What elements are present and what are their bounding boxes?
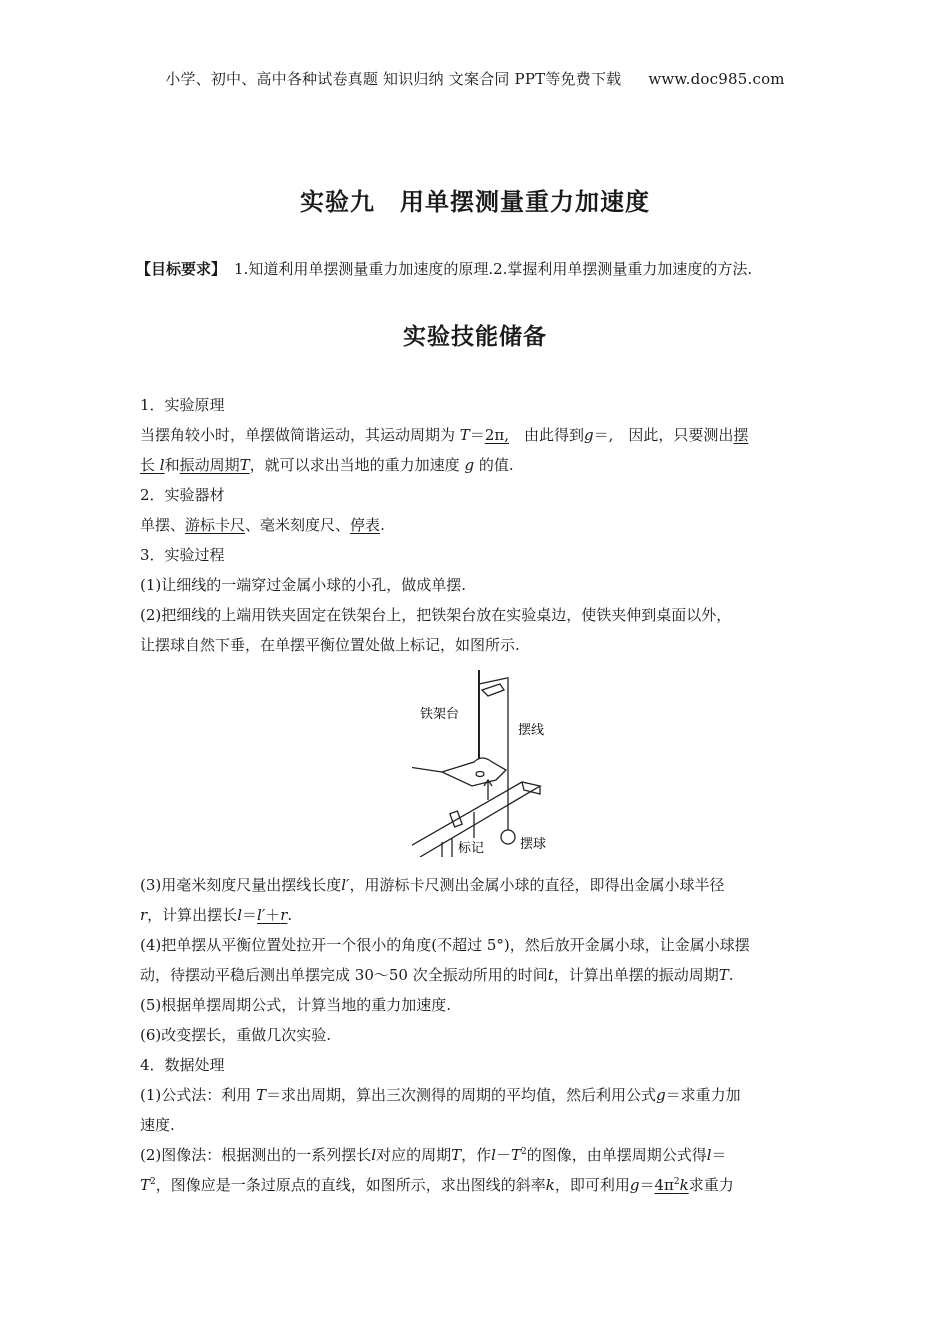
- text-run: (1)公式法：利用: [140, 1086, 257, 1104]
- text-run: .: [287, 906, 293, 924]
- symbol-T: T: [140, 1176, 151, 1194]
- symbol-l-prime: l′: [341, 876, 350, 894]
- text-run: (2)图像法：根据测出的一系列摆长: [140, 1146, 372, 1164]
- heading-equipment: 2．实验器材: [140, 486, 225, 504]
- symbol-k: k: [679, 1176, 689, 1194]
- superscript: 2: [520, 1147, 527, 1157]
- symbol-l: l: [706, 1146, 712, 1164]
- symbol-T: T: [718, 966, 729, 984]
- step-2a: (2)把细线的上端用铁夹固定在铁架台上，把铁架台放在实验桌边，使铁夹伸到桌面以外，: [140, 606, 732, 624]
- symbol-T: T: [451, 1146, 462, 1164]
- text-run: ，计算出摆长: [147, 906, 238, 924]
- text-run: 因此，只要测出: [628, 426, 734, 444]
- symbol-l: l: [371, 1146, 377, 1164]
- symbol-g: g: [464, 456, 475, 474]
- principle-paragraph: [140, 420, 812, 450]
- text-run: ，图像应是一条过原点的直线，如图所示，求出图线的斜率: [155, 1176, 546, 1194]
- text-run: 对应的周期: [376, 1146, 452, 1164]
- step-3b: [140, 900, 812, 930]
- symbol-g: g: [629, 1176, 640, 1194]
- step-4b: [140, 960, 812, 990]
- step-3a: [140, 870, 812, 900]
- heading-procedure: 3．实验过程: [140, 546, 225, 564]
- goal-tag: 【目标要求】: [136, 260, 227, 278]
- label-ball: 摆球: [520, 837, 547, 852]
- step-1: (1)让细线的一端穿过金属小球的小孔，做成单摆.: [140, 576, 467, 594]
- text-run: .: [380, 516, 385, 534]
- text-run: ＝求出周期，算出三次测得的周期的平均值，然后利用公式: [266, 1086, 657, 1104]
- text-run: 动，待摆动平稳后测出单摆完成 30～50 次全振动所用的时间: [140, 966, 548, 984]
- method-1a: [140, 1080, 812, 1110]
- method-2a: [140, 1140, 812, 1170]
- text-run: 求重力: [688, 1176, 734, 1194]
- symbol-t: t: [547, 966, 554, 984]
- formula-g: [655, 1176, 689, 1194]
- label-mark: 标记: [458, 841, 485, 856]
- text-run: ，计算出单摆的振动周期: [553, 966, 719, 984]
- text-run: ＝: [639, 1176, 655, 1194]
- page-header: [0, 68, 950, 89]
- header-url[interactable]: www.doc985.com: [648, 70, 785, 88]
- stand-arm: [412, 766, 442, 772]
- method-1b: 速度.: [140, 1116, 175, 1134]
- symbol-T: T: [239, 456, 250, 474]
- symbol-l: l: [159, 456, 165, 474]
- heading-principle: 1．实验原理: [140, 396, 225, 414]
- symbol-l-prime: l′: [257, 906, 266, 924]
- step-5: (5)根据单摆周期公式，计算当地的重力加速度.: [140, 996, 452, 1014]
- label-string: 摆线: [518, 723, 545, 738]
- symbol-k: k: [545, 1176, 555, 1194]
- text-run: 4π: [654, 1176, 674, 1194]
- page-title: 实验九 用单摆测量重力加速度: [300, 188, 650, 216]
- text-run: 的图像，由单摆周期公式得: [526, 1146, 707, 1164]
- heading-data: 4．数据处理: [140, 1056, 225, 1074]
- section-title: 实验技能储备: [403, 324, 547, 350]
- equipment-list: [140, 510, 812, 540]
- stand-base: [442, 758, 506, 786]
- text-run: ，作: [461, 1146, 492, 1164]
- text-run: 由此得到: [524, 426, 585, 444]
- symbol-r: r: [140, 906, 148, 924]
- symbol-r: r: [280, 906, 288, 924]
- formula-2pi: 2π,: [484, 426, 509, 444]
- text-run: ，即可利用: [554, 1176, 630, 1194]
- underline-period: 振动周期: [179, 456, 240, 474]
- mark-tag: [450, 811, 462, 827]
- text-run: 和: [164, 456, 180, 474]
- step-6: (6)改变摆长，重做几次实验.: [140, 1026, 332, 1044]
- symbol-l: l: [237, 906, 242, 924]
- symbol-g: g: [584, 426, 594, 444]
- header-text: 小学、初中、高中各种试卷真题 知识归纳 文案合同 PPT等免费下载: [165, 70, 622, 88]
- text-run: (3)用毫米刻度尺量出摆线长度: [140, 876, 342, 894]
- text-run: ，用游标卡尺测出金属小球的直径，即得出金属小球半径: [349, 876, 725, 894]
- step-4a: (4)把单摆从平衡位置处拉开一个很小的角度(不超过 5°)，然后放开金属小球，让金属小球摆: [140, 936, 750, 954]
- text-run: 当摆角较小时，单摆做简谐运动，其运动周期为: [140, 426, 460, 444]
- goal-text: 1.知道利用单摆测量重力加速度的原理.2.掌握利用单摆测量重力加速度的方法.: [234, 260, 753, 278]
- pendulum-ball: [501, 830, 515, 844]
- text-run: 的值.: [478, 456, 514, 474]
- symbol-l: l: [491, 1146, 496, 1164]
- underline-length-2: 长: [140, 456, 160, 474]
- symbol-g: g: [656, 1086, 666, 1104]
- pendulum-figure: [412, 662, 572, 857]
- text-run: ＝: [711, 1146, 727, 1164]
- text-run: ＝,: [593, 426, 614, 444]
- iron-clamp: [479, 678, 507, 696]
- formula-length: [257, 906, 287, 924]
- text-run: ，就可以求出当地的重力加速度: [249, 456, 460, 474]
- text-run: 单摆、: [140, 516, 186, 534]
- principle-paragraph-2: [140, 450, 812, 480]
- underline-stopwatch: 停表: [350, 516, 381, 534]
- text-run: .: [728, 966, 734, 984]
- text-run: ＝: [469, 426, 485, 444]
- text-run: ＋: [265, 906, 281, 924]
- symbol-T: T: [510, 1146, 521, 1164]
- text-run: ＝求重力加: [665, 1086, 741, 1104]
- underline-caliper: 游标卡尺: [185, 516, 246, 534]
- superscript: 2: [150, 1177, 156, 1187]
- superscript: 2: [673, 1177, 680, 1187]
- step-2b: 让摆球自然下垂，在单摆平衡位置处做上标记，如图所示.: [140, 636, 520, 654]
- text-run: ＝: [242, 906, 258, 924]
- method-2b: [140, 1170, 812, 1200]
- content-part-1: [140, 390, 812, 660]
- text-run: 、毫米刻度尺、: [245, 516, 351, 534]
- goal-requirements: [136, 258, 826, 279]
- text-run: －: [495, 1146, 511, 1164]
- symbol-T: T: [459, 426, 470, 444]
- underline-length: 摆: [733, 426, 749, 444]
- symbol-T: T: [256, 1086, 267, 1104]
- label-stand: 铁架台: [420, 707, 460, 722]
- content-part-2: [140, 870, 812, 1200]
